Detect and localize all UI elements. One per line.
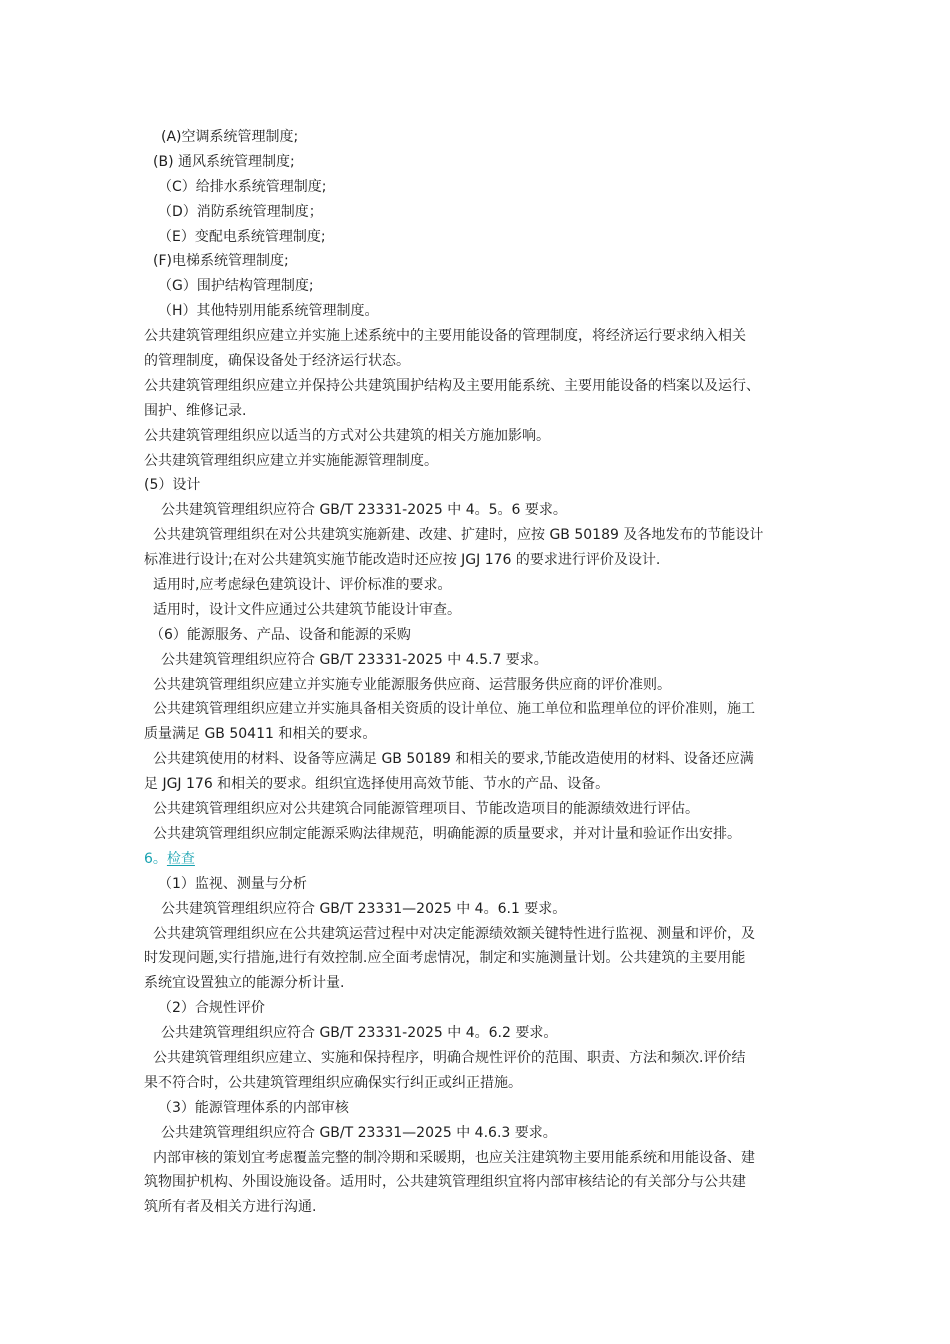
subsection-heading: （1）监视、测量与分析	[158, 875, 307, 892]
requirement-line: 公共建筑管理组织应符合 GB/T 23331-2025 中 4.5.7 要求。	[161, 651, 548, 668]
paragraph-line: 果不符合时，公共建筑管理组织应确保实行纠正或纠正措施。	[144, 1074, 522, 1091]
paragraph-line: 公共建筑管理组织应制定能源采购法律规范，明确能源的质量要求，并对计量和验证作出安排。	[153, 825, 741, 842]
paragraph-line: 适用时,应考虑绿色建筑设计、评价标准的要求。	[153, 577, 452, 594]
requirement-line: 公共建筑管理组织应符合 GB/T 23331-2025 中 4。5。6 要求。	[161, 502, 567, 519]
paragraph-line: 公共建筑管理组织应建立并实施上述系统中的主要用能设备的管理制度，将经济运行要求纳入相关	[144, 328, 746, 345]
paragraph-line: 公共建筑管理组织应建立并保持公共建筑围护结构及主要用能系统、主要用能设备的档案以及运行、	[144, 377, 760, 394]
requirement-line: 公共建筑管理组织应符合 GB/T 23331-2025 中 4。6.2 要求。	[161, 1025, 558, 1042]
paragraph-line: 公共建筑管理组织应建立、实施和保持程序，明确合规性评价的范围、职责、方法和频次.评价结	[153, 1049, 746, 1066]
paragraph-line: 公共建筑管理组织在对公共建筑实施新建、改建、扩建时，应按 GB 50189 及各地发布的节能设计	[153, 527, 764, 544]
paragraph-line: 时发现问题,实行措施,进行有效控制.应全面考虑情况，制定和实施测量计划。公共建筑的主要用能	[144, 950, 746, 967]
section-title-link[interactable]: 检查	[166, 850, 195, 867]
paragraph-line: 筑物围护机构、外围设施设备。适用时，公共建筑管理组织宜将内部审核结论的有关部分与公共建	[144, 1174, 746, 1191]
paragraph-line: 的管理制度，确保设备处于经济运行状态。	[144, 353, 410, 370]
text-line: （H）其他特别用能系统管理制度。	[158, 303, 379, 320]
paragraph-line: 标准进行设计;在对公共建筑实施节能改造时还应按 JGJ 176 的要求进行评价及设计.	[144, 552, 661, 569]
paragraph-line: 公共建筑管理组织应建立并实施具备相关资质的设计单位、施工单位和监理单位的评价准则，施工	[153, 701, 755, 718]
text-line: （E）变配电系统管理制度;	[158, 228, 326, 245]
section-heading-6: （6）能源服务、产品、设备和能源的采购	[150, 626, 411, 643]
section-heading-check	[144, 847, 814, 872]
paragraph-line: 围护、维修记录.	[144, 402, 247, 419]
text-line: （C）给排水系统管理制度;	[158, 178, 327, 195]
paragraph-line: 质量满足 GB 50411 和相关的要求。	[144, 726, 377, 743]
paragraph-line: 内部审核的策划宜考虑覆盖完整的制冷期和采暖期，也应关注建筑物主要用能系统和用能设备、建	[153, 1149, 755, 1166]
section-number: 6。	[144, 850, 167, 867]
requirement-line: 公共建筑管理组织应符合 GB/T 23331—2025 中 4。6.1 要求。	[161, 900, 567, 917]
paragraph-line: 系统宜设置独立的能源分析计量.	[144, 975, 345, 992]
text-line: (F)电梯系统管理制度;	[153, 253, 289, 270]
text-line: (A)空调系统管理制度;	[161, 129, 299, 145]
document-page	[144, 125, 814, 1220]
text-line: （G）围护结构管理制度;	[158, 278, 314, 295]
text-line: (B) 通风系统管理制度;	[153, 153, 295, 170]
paragraph-line: 筑所有者及相关方进行沟通.	[144, 1199, 317, 1216]
paragraph-line: 公共建筑管理组织应以适当的方式对公共建筑的相关方施加影响。	[144, 427, 550, 444]
paragraph-line: 公共建筑管理组织应建立并实施专业能源服务供应商、运营服务供应商的评价准则。	[153, 676, 671, 693]
requirement-line: 公共建筑管理组织应符合 GB/T 23331—2025 中 4.6.3 要求。	[161, 1124, 557, 1141]
section-heading-5: (5）设计	[144, 477, 201, 494]
paragraph-line: 公共建筑管理组织应在公共建筑运营过程中对决定能源绩效额关键特性进行监视、测量和评价，及	[153, 925, 755, 942]
paragraph-line: 公共建筑使用的材料、设备等应满足 GB 50189 和相关的要求,节能改造使用的材料、设备还应满	[153, 751, 754, 768]
subsection-heading: （3）能源管理体系的内部审核	[158, 1099, 349, 1116]
paragraph-line: 公共建筑管理组织应建立并实施能源管理制度。	[144, 452, 438, 469]
paragraph-line: 适用时，设计文件应通过公共建筑节能设计审查。	[153, 601, 461, 618]
subsection-heading: （2）合规性评价	[158, 1000, 265, 1017]
paragraph-line: 足 JGJ 176 和相关的要求。组织宜选择使用高效节能、节水的产品、设备。	[144, 776, 610, 793]
paragraph-line: 公共建筑管理组织应对公共建筑合同能源管理项目、节能改造项目的能源绩效进行评估。	[153, 801, 699, 818]
text-line: （D）消防系统管理制度；	[158, 203, 323, 220]
